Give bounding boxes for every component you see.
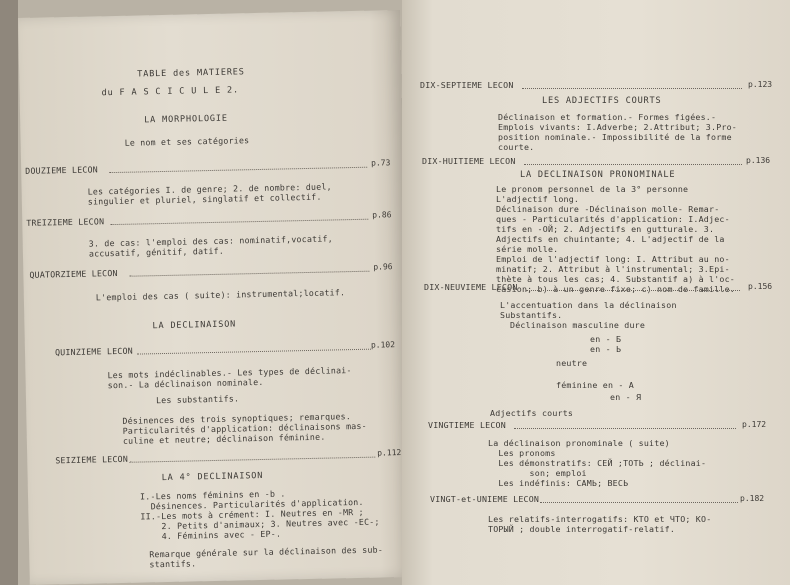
lesson-17-text: Déclinaison et formation.- Formes figées.- Emplois vivants: I.Adverbe; 2.Attribut; 3.Pro- position nominale.- Impossibilité de la forme courte. <box>498 112 737 152</box>
leader-dots <box>110 219 368 225</box>
lesson-18-title: DIX-HUITIEME LECON <box>422 156 516 166</box>
right-page <box>402 0 790 585</box>
leader-dots <box>524 164 742 165</box>
leader-dots <box>129 457 375 463</box>
leader-dots <box>137 349 371 355</box>
lesson-16-page: p.112 <box>377 448 402 458</box>
leader-dots <box>514 428 736 429</box>
lesson-19-page: p.156 <box>748 282 773 291</box>
substantifs-heading: Les substantifs. <box>155 393 240 406</box>
lesson-12-page: p.73 <box>371 158 391 168</box>
lesson-20-text: La déclinaison pronominale ( suite) Les pronoms Les démonstratifs: СЕЙ ;ТОТЬ ; déclinai- son; emploi Les indéfinis: САМЬ; ВЕСЬ <box>488 438 707 488</box>
leader-dots <box>526 290 740 291</box>
lesson-20-page: p.172 <box>742 420 767 429</box>
background-edge <box>0 0 18 585</box>
quatrieme-declinaison-heading: LA 4° DECLINAISON <box>161 470 264 484</box>
remarque-text: Remarque générale sur la déclinaison des sub- stantifs. <box>149 544 384 570</box>
section-morphologie: LA MORPHOLOGIE <box>144 113 228 126</box>
lesson-19-title: DIX-NEUVIEME LECON <box>424 282 518 292</box>
toc-title: TABLE des MATIERES <box>137 67 245 80</box>
quatrieme-declinaison-text: I.-Les noms féminins en -b . Désinences. Particularités d'application. II.-Les mots à crément: I. Neutres en -MR ; 2. Petits d'animaux; 3. Neutres avec -EC-; 4. Féminins avec - EP-. <box>139 488 380 542</box>
adjectifs-courts-heading: LES ADJECTIFS COURTS <box>542 96 662 106</box>
fascicule-title: du F A S C I C U L E 2. <box>101 85 240 99</box>
lesson-14-title: QUATORZIEME LECON <box>29 267 118 280</box>
lesson-15-page: p.102 <box>370 340 396 350</box>
desinences-text: Désinences des trois synoptiques; remarques. Particularités d'application: déclinaisons mas- culine et neutre; déclinaison féminine. <box>122 411 367 446</box>
lesson-13-text: 3. de cas: l'emploi des cas: nominatif,vocatif, accusatif, génitif, datif. <box>88 233 333 259</box>
lesson-18-page: p.136 <box>746 156 771 165</box>
adjectifs-courts-sub: Adjectifs courts <box>490 408 574 418</box>
leader-dots <box>540 502 738 503</box>
lesson-15-text: Les mots indéclinables.- Les types de déclinai- son.- La déclinaison nominale. <box>107 365 352 391</box>
lesson-12-title: DOUZIEME LECON <box>25 164 99 176</box>
lesson-17-page: p.123 <box>748 80 773 89</box>
lesson-13-page: p.86 <box>372 210 392 220</box>
subsection-nom: Le nom et ses catégories <box>124 135 250 148</box>
declinaison-masculine: Déclinaison masculine dure <box>510 320 646 330</box>
lesson-14-text: L'emploi des cas ( suite): instrumental;locatif. <box>95 287 346 303</box>
leader-dots <box>109 167 367 173</box>
lesson-12-text: Les catégories I. de genre; 2. de nombre: duel, singulier et pluriel, singlatif et collectif. <box>87 181 332 207</box>
lesson-15-title: QUINZIEME LECON <box>54 345 134 358</box>
neutre-label: neutre <box>556 358 588 368</box>
lesson-18-text: Le pronom personnel de la 3° personne L'adjectif long. Déclinaison dure -Déclinaison molle- Remar- ques - Particularités d'application: I.Adjec- tifs en -OЙ; 2. Adjectifs en gutturale. 3. Adjectifs en chuintante; 4. L'adjectif de la série molle. Emploi de l'adjectif long: I. Attribut au no- minatif; 2. Attribut à l'instrumental; 3.Epi- thète à tous les cas; 4. Substantif a) à l'oc- casion; b) à un genre fixe; c) nom de famille. <box>496 184 735 294</box>
declinaison-pronominale-heading: LA DECLINAISON PRONOMINALE <box>520 170 676 180</box>
lesson-19-text: L'accentuation dans la déclinaison Substantifs. <box>500 300 677 320</box>
endings-masculine: en - Б en - Ь <box>590 334 622 354</box>
left-page <box>18 10 412 585</box>
lesson-14-page: p.96 <box>373 262 393 272</box>
lesson-16-title: SEIZIEME LECON <box>55 453 129 466</box>
feminine-label: féminine en - A <box>556 380 634 390</box>
lesson-20-title: VINGTIEME LECON <box>428 420 506 430</box>
lesson-21-title: VINGT-et-UNIEME LECON <box>430 494 540 504</box>
leader-dots <box>522 88 742 89</box>
endings-feminine: en - Я <box>610 392 642 402</box>
lesson-21-text: Les relatifs-interrogatifs: КТО et ЧТО; КО- ТОРЫЙ ; double interrogatif-relatif. <box>488 514 712 534</box>
section-declinaison: LA DECLINAISON <box>152 319 237 332</box>
lesson-21-page: p.182 <box>740 494 765 503</box>
lesson-17-title: DIX-SEPTIEME LECON <box>420 80 514 90</box>
lesson-13-title: TREIZIEME LECON <box>26 216 105 228</box>
leader-dots <box>129 271 369 277</box>
